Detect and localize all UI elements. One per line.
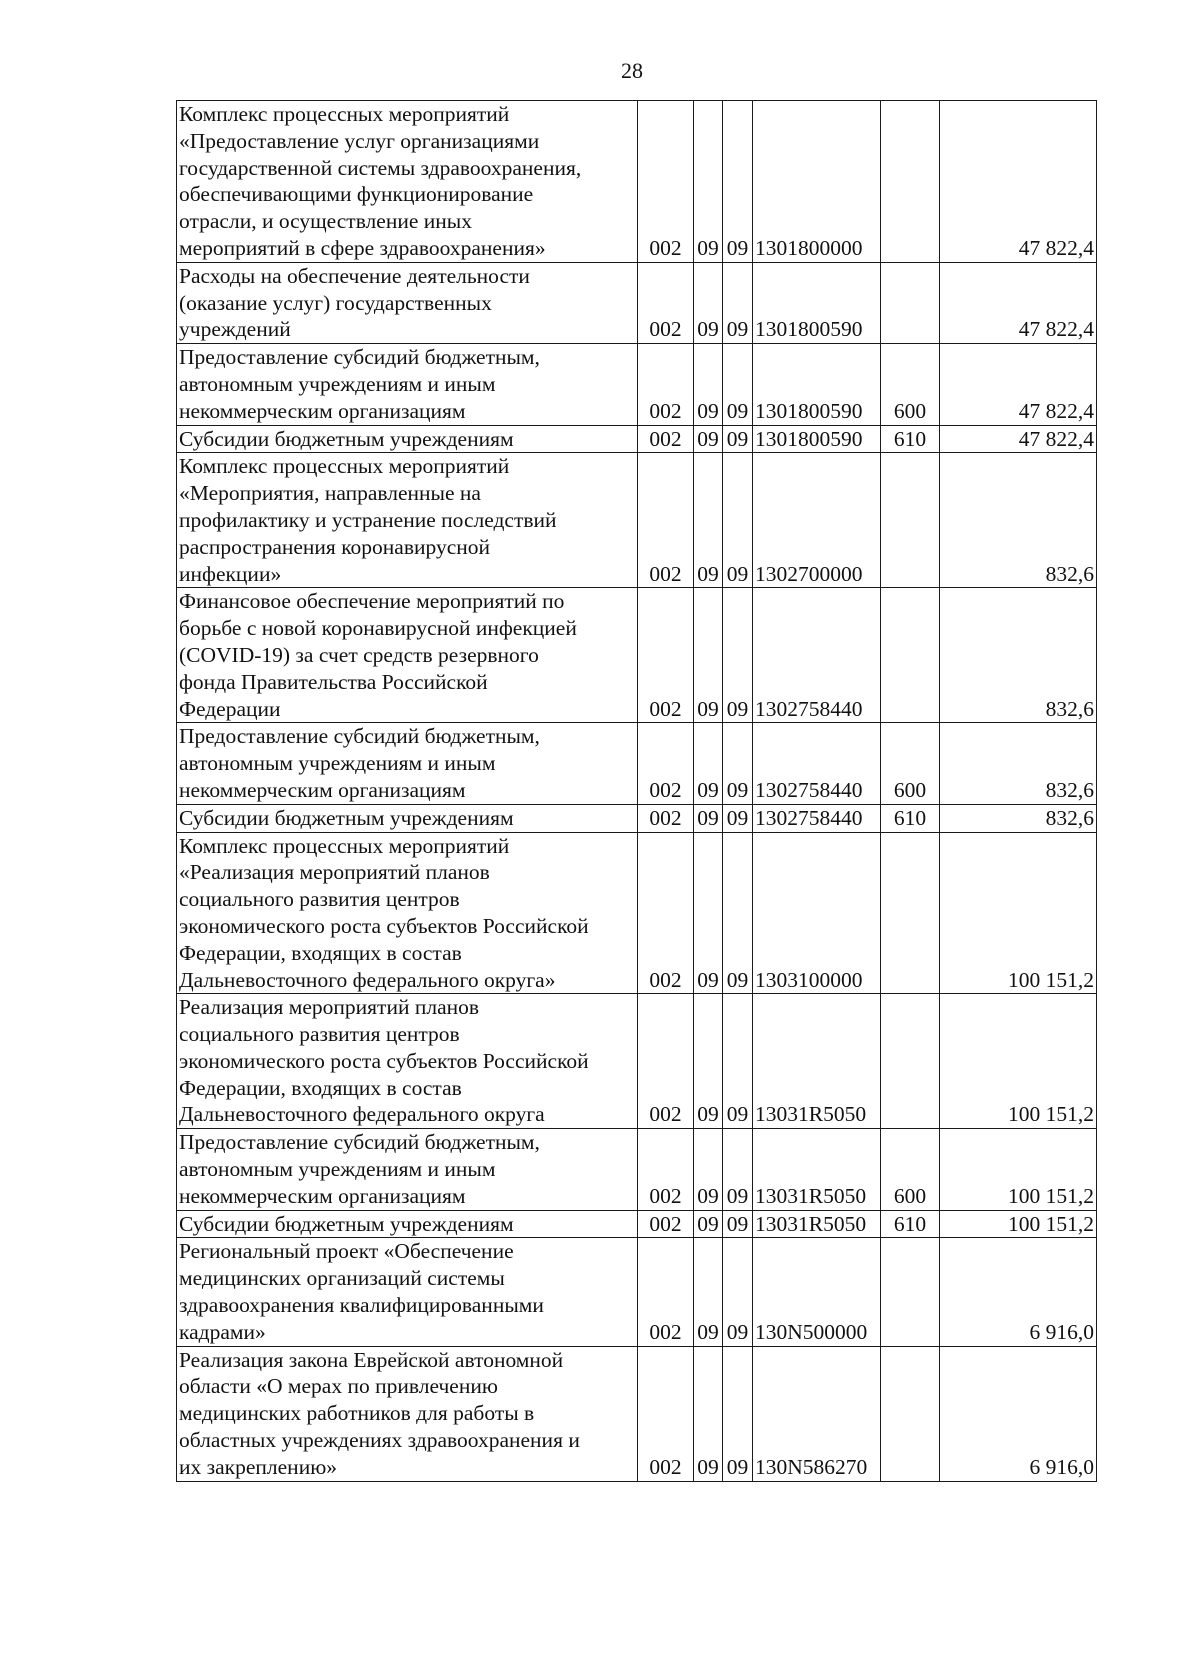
subsection-code: 09 [723,425,753,453]
subsection-code: 09 [723,1129,753,1210]
expense-type-code: 610 [881,425,940,453]
section-code: 09 [694,588,723,723]
expense-type-code [881,1346,940,1481]
ministry-code: 002 [638,1346,694,1481]
amount: 6 916,0 [940,1238,1097,1346]
target-article-code: 1302700000 [753,453,881,588]
amount: 47 822,4 [940,425,1097,453]
ministry-code: 002 [638,344,694,425]
amount: 47 822,4 [940,344,1097,425]
section-code: 09 [694,425,723,453]
target-article-code: 1301800590 [753,425,881,453]
section-code: 09 [694,723,723,804]
target-article-code: 1302758440 [753,588,881,723]
expense-type-code: 610 [881,804,940,832]
section-code: 09 [694,453,723,588]
expense-type-code: 600 [881,344,940,425]
section-code: 09 [694,804,723,832]
table-row [177,832,1097,994]
row-name: Предоставление субсидий бюджетным, автономным учреждениям и иным некоммерческим организациям [177,1129,638,1210]
ministry-code: 002 [638,453,694,588]
section-code: 09 [694,1129,723,1210]
amount: 832,6 [940,723,1097,804]
target-article-code: 1303100000 [753,832,881,994]
subsection-code: 09 [723,1210,753,1238]
ministry-code: 002 [638,101,694,263]
amount: 100 151,2 [940,1210,1097,1238]
ministry-code: 002 [638,1129,694,1210]
row-name: Предоставление субсидий бюджетным, автономным учреждениям и иным некоммерческим организациям [177,344,638,425]
ministry-code: 002 [638,994,694,1129]
ministry-code: 002 [638,723,694,804]
row-name: Расходы на обеспечение деятельности (оказание услуг) государственных учреждений [177,262,638,343]
subsection-code: 09 [723,344,753,425]
ministry-code: 002 [638,804,694,832]
row-name: Финансовое обеспечение мероприятий по борьбе с новой коронавирусной инфекцией (COVID-19) за счет средств резервного фонда Правительства Российской Федерации [177,588,638,723]
table-row [177,588,1097,723]
amount: 832,6 [940,804,1097,832]
table-row [177,1129,1097,1210]
subsection-code: 09 [723,723,753,804]
section-code: 09 [694,1346,723,1481]
section-code: 09 [694,344,723,425]
subsection-code: 09 [723,588,753,723]
table-row [177,723,1097,804]
amount: 47 822,4 [940,262,1097,343]
target-article-code: 130N586270 [753,1346,881,1481]
amount: 100 151,2 [940,994,1097,1129]
target-article-code: 13031R5050 [753,1210,881,1238]
amount: 832,6 [940,588,1097,723]
subsection-code: 09 [723,1346,753,1481]
expense-type-code [881,453,940,588]
row-name: Реализация закона Еврейской автономной области «О мерах по привлечению медицинских работников для работы в областных учреждениях здравоохранения и их закреплению» [177,1346,638,1481]
target-article-code: 1301800000 [753,101,881,263]
target-article-code: 13031R5050 [753,1129,881,1210]
budget-table [176,100,1097,1482]
table-row [177,425,1097,453]
section-code: 09 [694,994,723,1129]
table-row [177,1238,1097,1346]
expense-type-code [881,588,940,723]
expense-type-code: 600 [881,1129,940,1210]
amount: 100 151,2 [940,832,1097,994]
table-row [177,994,1097,1129]
row-name: Реализация мероприятий планов социального развития центров экономического роста субъектов Российской Федерации, входящих в состав Дальневосточного федерального округа [177,994,638,1129]
section-code: 09 [694,1238,723,1346]
expense-type-code [881,994,940,1129]
table-row [177,1346,1097,1481]
row-name: Комплекс процессных мероприятий «Реализация мероприятий планов социального развития центров экономического роста субъектов Российской Федерации, входящих в состав Дальневосточного федерального округа» [177,832,638,994]
section-code: 09 [694,101,723,263]
table-body [177,101,1097,1482]
row-name: Субсидии бюджетным учреждениям [177,1210,638,1238]
row-name: Предоставление субсидий бюджетным, автономным учреждениям и иным некоммерческим организациям [177,723,638,804]
subsection-code: 09 [723,453,753,588]
ministry-code: 002 [638,1238,694,1346]
amount: 6 916,0 [940,1346,1097,1481]
expense-type-code: 600 [881,723,940,804]
target-article-code: 13031R5050 [753,994,881,1129]
ministry-code: 002 [638,832,694,994]
subsection-code: 09 [723,994,753,1129]
expense-type-code [881,1238,940,1346]
ministry-code: 002 [638,588,694,723]
ministry-code: 002 [638,262,694,343]
table-row [177,453,1097,588]
target-article-code: 1301800590 [753,344,881,425]
ministry-code: 002 [638,1210,694,1238]
amount: 100 151,2 [940,1129,1097,1210]
section-code: 09 [694,262,723,343]
amount: 47 822,4 [940,101,1097,263]
section-code: 09 [694,1210,723,1238]
table-row [177,101,1097,263]
ministry-code: 002 [638,425,694,453]
table-row [177,344,1097,425]
expense-type-code [881,832,940,994]
row-name: Субсидии бюджетным учреждениям [177,425,638,453]
table-row [177,262,1097,343]
row-name: Субсидии бюджетным учреждениям [177,804,638,832]
subsection-code: 09 [723,832,753,994]
row-name: Комплекс процессных мероприятий «Мероприятия, направленные на профилактику и устранение последствий распространения коронавирусной инфекции» [177,453,638,588]
table-row [177,804,1097,832]
table-row [177,1210,1097,1238]
subsection-code: 09 [723,1238,753,1346]
section-code: 09 [694,832,723,994]
page-number: 28 [621,58,643,83]
expense-type-code [881,262,940,343]
target-article-code: 130N500000 [753,1238,881,1346]
row-name: Комплекс процессных мероприятий «Предоставление услуг организациями государственной системы здравоохранения, обеспечивающими функционирование отрасли, и осуществление иных мероприятий в сфере здравоохранения» [177,101,638,263]
target-article-code: 1302758440 [753,804,881,832]
expense-type-code [881,101,940,263]
subsection-code: 09 [723,262,753,343]
row-name: Региональный проект «Обеспечение медицинских организаций системы здравоохранения квалифицированными кадрами» [177,1238,638,1346]
target-article-code: 1302758440 [753,723,881,804]
amount: 832,6 [940,453,1097,588]
target-article-code: 1301800590 [753,262,881,343]
subsection-code: 09 [723,804,753,832]
expense-type-code: 610 [881,1210,940,1238]
subsection-code: 09 [723,101,753,263]
